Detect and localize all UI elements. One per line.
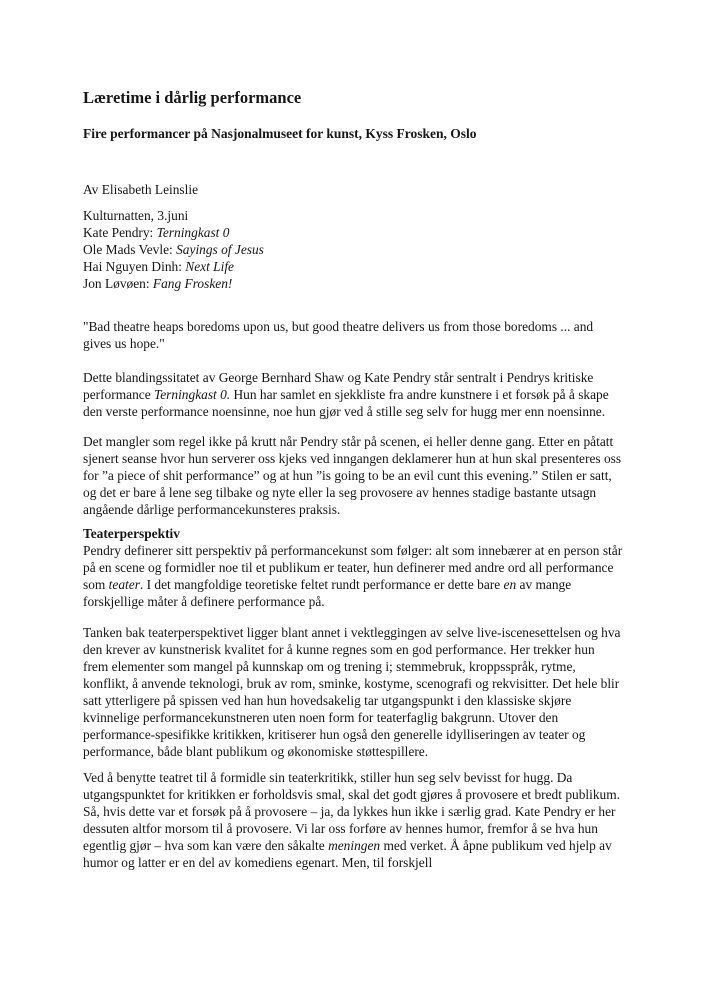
- paragraph-1-text: Dette blandingssitatet av George Bernhard Shaw og Kate Pendry står sentralt i Pendrys kritiske performance: [83, 370, 594, 402]
- paragraph-3: [83, 542, 623, 610]
- emphasis-teater: teater: [108, 577, 140, 592]
- credit-artist: Hai Nguyen Dinh:: [83, 259, 186, 274]
- paragraph-3-text: Pendry definerer sitt perspektiv på performancekunst som følger: alt som innebærer at en person står på en scene og formidler noe til et publikum er teater, hun definerer med andre ord all performance som: [83, 543, 623, 592]
- emphasis-en: en: [503, 577, 517, 592]
- credit-work-title: Next Life: [185, 259, 234, 274]
- credit-line-jon-lovoen: [83, 275, 623, 292]
- credit-artist: Kate Pendry:: [83, 225, 157, 240]
- credit-artist: Ole Mads Vevle:: [83, 242, 177, 257]
- paragraph-2: Det mangler som regel ikke på krutt når Pendry står på scenen, ei heller denne gang. Etter en påtatt sjenert seanse hvor hun serverer oss kjeks ved inngangen deklamerer hun at hun skal presenteres oss for ”a piece of shit performance” og at hun ”is going to be an evil cunt this evening.” Stilen er satt, og det er bare å lene seg tilbake og nyte eller la seg provosere av hennes stadige bastante utsagn angående dårlige performancekunsteres praksis.: [83, 434, 622, 517]
- paragraph-5-text: med verket. Å åpne publikum ved hjelp av humor og latter er en del av komediens egenart. Men, til forskjell: [83, 838, 612, 870]
- page-title: Læretime i dårlig performance: [83, 88, 302, 107]
- paragraph-1-text: Hun har samlet en sjekkliste fra andre kunstnere i et forsøk på å skape den verste performance noensinne, noe hun gjør ved å stille seg selv for hugg mer enn noensinne.: [83, 387, 609, 419]
- paragraph-4: Tanken bak teaterperspektivet ligger blant annet i vektleggingen av selve live-iscenesettelsen og hva den krever av kunstnerisk kvalitet for å kunne regnes som en god performance. Her trekker hun frem elementer som mangel på kunnskap om og trening i; stemmebruk, kroppsspråk, rytme, konflikt, å anvende teknologi, bruk av rom, sminke, kostyme, scenografi og rekvisitter. Det hele blir satt ytterligere på spissen ved han hun hovedsakelig tar utgangspunkt i den klassiske skjøre kvinnelige performancekunstneren uten noen form for teaterfaglig bakgrunn. Utover den performance-spesifikke kritikken, kritiserer hun også den generelle idylliseringen av teater og performance, både blant publikum og økonomiske støttespillere.: [83, 625, 621, 759]
- credit-work-title: Sayings of Jesus: [176, 242, 264, 257]
- credit-line-kate-pendry: [83, 224, 623, 241]
- credit-line-hai-nguyen-dinh: [83, 258, 623, 275]
- paragraph-3-text: av mange forskjellige måter å definere performance på.: [83, 577, 572, 609]
- section-heading-teaterperspektiv: Teaterperspektiv: [83, 526, 180, 541]
- credit-artist: Jon Løvøen:: [83, 276, 153, 291]
- page-subtitle: Fire performancer på Nasjonalmuseet for kunst, Kyss Frosken, Oslo: [83, 126, 477, 141]
- credit-work-title: Fang Frosken!: [152, 276, 233, 291]
- epigraph-quote: "Bad theatre heaps boredoms upon us, but good theatre delivers us from those boredoms ... and gives us hope.": [83, 319, 594, 351]
- paragraph-5: [83, 769, 623, 871]
- emphasis-meningen: meningen: [328, 838, 381, 853]
- credit-work-title: Terningkast 0: [156, 225, 230, 240]
- paragraph-1: [83, 369, 623, 420]
- paragraph-3-text: . I det mangfoldige teoretiske feltet rundt performance er dette bare: [139, 577, 504, 592]
- paragraph-5-text: Ved å benytte teatret til å formidle sin teaterkritikk, stiller hun seg selv bevisst for hugg. Da utgangspunktet for kritikken er forholdsvis smal, skal det godt gjøres å provosere et bredt publikum. Så, hvis dette var et forsøk på å provosere – ja, da lykkes hun ikke i særlig grad. Kate Pendry er her dessuten altfor morsom til å provosere. Vi lar oss forføre av hennes humor, fremfor å se hva hun egentlig gjør – hva som kan være den såkalte: [83, 770, 621, 853]
- credit-line-ole-mads-vevle: [83, 241, 623, 258]
- byline: Av Elisabeth Leinslie: [83, 182, 199, 197]
- event-line: Kulturnatten, 3.juni: [83, 208, 189, 223]
- credits-list: [83, 207, 623, 292]
- work-title-italic: Terningkast 0.: [154, 387, 231, 402]
